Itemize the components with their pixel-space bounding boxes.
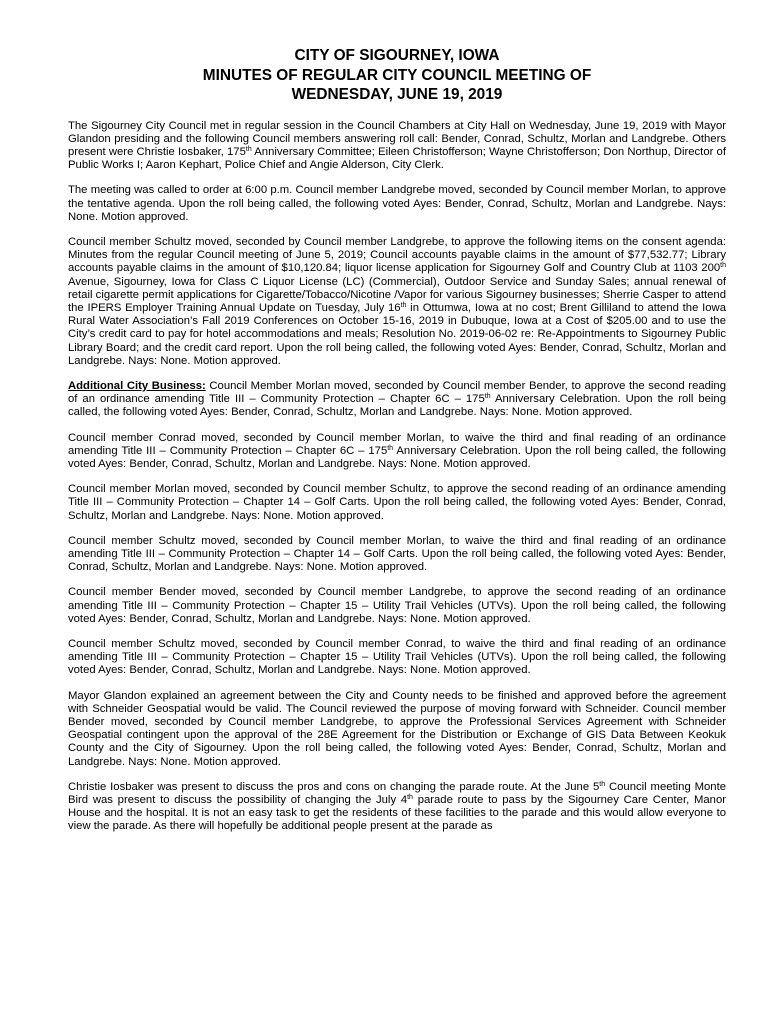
p11-text-c: parade route to pass by the Sigourney Care Center, Manor House and the hospital. It is not an easy task to get the residents of these facilities to the parade and this would allow everyone to view the parade. As there will hopefully be additional people present at the parade as (68, 794, 726, 833)
p5-text-b: Anniversary Celebration. Upon the roll being called, the following voted Ayes: Bender, Conrad, Schultz, Morlan and Landgrebe. Nays: None. Motion approved. (68, 444, 726, 470)
p3-sup-1: th (720, 262, 726, 270)
paragraph-agenda: The meeting was called to order at 6:00 p.m. Council member Landgrebe moved, seconded by Council member Morlan, to approve the tentative agenda. Upon the roll being called, the following voted Ayes: Bender, Conrad, Schultz, Morlan and Landgrebe. Nays: None. Motion approved. (68, 184, 726, 223)
paragraph-utv-waive: Council member Schultz moved, seconded by Council member Conrad, to waive the third and final reading of an ordinance amending Title III – Community Protection – Chapter 15 – Utility Trail Vehicles (UTVs). Upon the roll being called, the following voted Ayes: Bender, Conrad, Schultz, Morlan and Landgrebe. Nays: None. Motion approved. (68, 638, 726, 677)
p3-text-c: in Ottumwa, Iowa at no cost; Brent Gilliland to attend the Iowa Rural Water Association’s Fall 2019 Conferences on October 15-16, 2019 in Dubuque, Iowa at a Cost of $205.00 and to use the City’s credit card to pay for hotel accommodations and meals; Resolution No. 2019-06-02 re: Re-Appointments to Sigourney Public Library Board; and the credit card report. Upon the roll being called, the following voted Ayes: Bender, Conrad, Schultz, Morlan and Landgrebe. Nays: None. Motion approved. (68, 301, 726, 367)
paragraph-waive-6c (68, 432, 726, 472)
paragraph-golf-carts-second: Council member Morlan moved, seconded by Council member Schultz, to approve the second reading of an ordinance amending Title III – Community Protection – Chapter 14 – Golf Carts. Upon the roll being called, the following voted Ayes: Bender, Conrad, Schultz, Morlan and Landgrebe. Nays: None. Motion approved. (68, 483, 726, 522)
p5-text-a: Council member Conrad moved, seconded by Council member Morlan, to waive the third and final reading of an ordinance amending Title III – Community Protection – Chapter 6C – 175 (68, 431, 726, 457)
section-heading-additional-city-business: Additional City Business: (68, 379, 206, 392)
paragraph-consent-agenda (68, 236, 726, 368)
p4-text-b: Anniversary Celebration. Upon the roll being called, the following voted Ayes: Bender, Conrad, Schultz, Morlan and Landgrebe. Nays: None. Motion approved. (68, 393, 726, 419)
p5-sup-1: th (387, 444, 394, 452)
p11-text-a: Christie Iosbaker was present to discuss the pros and cons on changing the parade route. At the June 5 (68, 780, 600, 793)
paragraph-golf-carts-waive: Council member Schultz moved, seconded by Council member Morlan, to waive the third and final reading of an ordinance amending Title III – Community Protection – Chapter 14 – Golf Carts. Upon the roll being called, the following voted Ayes: Bender, Conrad, Schultz, Morlan and Landgrebe. Nays: None. Motion approved. (68, 534, 726, 574)
p1-text-a: The Sigourney City Council met in regular session in the Council Chambers at City Hall on Wednesday, June 19, 2019 with Mayor Glandon presiding and the following Council members answering roll call: Bender, Conrad, Schultz, Morlan and Landgrebe. Others present were Christie Iosbaker, 175 (68, 119, 726, 158)
paragraph-parade-route (68, 781, 726, 834)
title-date: WEDNESDAY, JUNE 19, 2019 (291, 86, 503, 103)
paragraph-roll-call (68, 120, 726, 173)
p11-sup-2: th (407, 794, 413, 802)
p3-text-b: Avenue, Sigourney, Iowa for Class C Liquor License (LC) (Commercial), Outdoor Service and Sunday Sales; annual renewal of retail cigarette permit applications for Cigarette/Tobacco/Nicotine /Vapor for various Sigourney businesses; Sherrie Casper to attend the IPERS Employer Training Annual Update on Tuesday, July 16 (68, 275, 726, 314)
paragraph-additional-business (68, 380, 726, 420)
title-city: CITY OF SIGOURNEY, IOWA (294, 47, 500, 64)
paragraph-utv-second: Council member Bender moved, seconded by Council member Landgrebe, to approve the second reading of an ordinance amending Title III – Community Protection – Chapter 15 – Utility Trail Vehicles (UTVs). Upon the roll being called, the following voted Ayes: Bender, Conrad, Schultz, Morlan and Landgrebe. Nays: None. Motion approved. (68, 586, 726, 625)
p11-text-b: Council meeting Monte Bird was present to discuss the possibility of changing the July 4 (68, 780, 726, 807)
p4-text-a: Council Member Morlan moved, seconded by Council member Bender, to approve the second reading of an ordinance amending Title III – Community Protection – Chapter 6C – 175 (68, 379, 726, 406)
p1-sup-1: th (245, 145, 252, 153)
p1-text-b: Anniversary Committee; Eileen Christofferson; Wayne Christofferson; Don Northup, Director of Public Works I; Aaron Kephart, Police Chief and Angie Alderson, City Clerk. (68, 145, 726, 172)
p3-sup-2: th (400, 301, 407, 309)
p3-text-a: Council member Schultz moved, seconded by Council member Landgrebe, to approve the following items on the consent agenda: Minutes from the regular Council meeting of June 5, 2019; Council accounts payable claims in the amount of $77,532.77; Library accounts payable claims in the amount of $10,120.84; liquor license application for Sigourney Golf and Country Club at 1103 200 (68, 235, 726, 275)
title-minutes: MINUTES OF REGULAR CITY COUNCIL MEETING OF (202, 66, 592, 84)
paragraph-schneider-agreement: Mayor Glandon explained an agreement between the City and County needs to be finished and approved before the agreement with Schneider Geospatial would be valid. The Council reviewed the purpose of moving forward with Schneider. Council member Bender moved, seconded by Council member Landgrebe, to approve the Professional Services Agreement with Schneider Geospatial contingent upon the approval of the 28E Agreement for the Distribution or Exchange of GIS Data Between Keokuk County and the City of Sigourney. Upon the roll being called, the following voted Ayes: Bender, Conrad, Schultz, Morlan and Landgrebe. Nays: None. Motion approved. (68, 689, 726, 768)
document-title (68, 46, 726, 105)
p11-sup-1: th (599, 780, 606, 788)
p4-sup-1: th (484, 393, 491, 401)
